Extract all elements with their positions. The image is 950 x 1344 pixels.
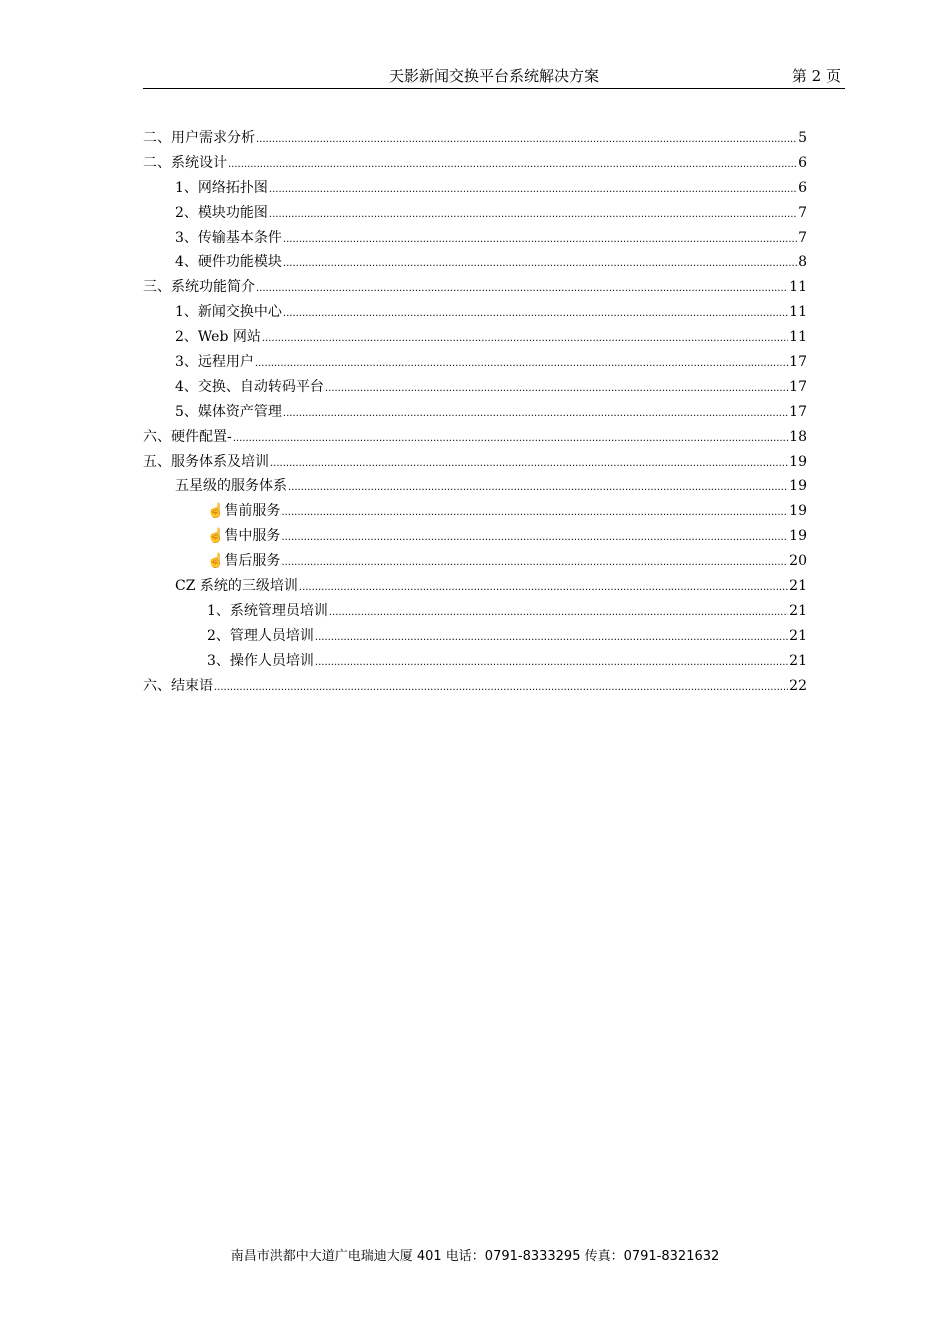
toc-entry-page: 5 (798, 130, 807, 146)
toc-dot-leader (329, 601, 788, 626)
toc-entry-page: 21 (789, 578, 807, 595)
toc-entry-label: ☝售中服务 (207, 528, 281, 545)
toc-dot-leader (299, 576, 788, 601)
toc-entry-label: 五星级的服务体系 (175, 478, 287, 495)
page-number: 第 2 页 (791, 67, 841, 85)
toc-entry[interactable] (143, 549, 807, 574)
toc-entry-label: 1、新闻交换中心 (175, 304, 282, 321)
toc-dot-leader (233, 427, 788, 452)
toc-entry-page: 17 (789, 403, 807, 420)
toc-entry-label: 4、交换、自动转码平台 (175, 378, 324, 395)
toc-entry-page: 21 (789, 652, 807, 669)
toc-dot-leader (255, 352, 788, 377)
toc-entry-page: 20 (789, 553, 807, 570)
toc-entry-label: 二、用户需求分析 (143, 130, 255, 146)
toc-entry-label: 4、硬件功能模块 (175, 254, 282, 271)
toc-entry-label: 六、结束语 (143, 677, 213, 694)
toc-entry-page: 22 (789, 677, 807, 694)
toc-entry-label: ☝售后服务 (207, 553, 281, 570)
toc-dot-leader (325, 377, 788, 402)
toc-entry-label: 3、传输基本条件 (175, 229, 282, 246)
toc-dot-leader (281, 526, 788, 551)
toc-entry-page: 19 (789, 478, 807, 495)
toc-entry[interactable] (143, 499, 807, 524)
toc-entry-label: 2、管理人员培训 (207, 627, 314, 644)
toc-entry[interactable] (143, 450, 807, 475)
toc-entry-page: 19 (789, 453, 807, 470)
toc-entry[interactable] (143, 574, 807, 599)
toc-entry-page: 18 (789, 428, 807, 445)
toc-entry-page: 19 (789, 528, 807, 545)
toc-dot-leader (269, 203, 797, 228)
toc-entry-page: 11 (789, 329, 807, 346)
toc-entry[interactable] (143, 400, 807, 425)
toc-entry[interactable] (143, 126, 807, 151)
toc-entry-page: 19 (789, 503, 807, 520)
toc-dot-leader (281, 501, 788, 526)
toc-entry[interactable] (143, 325, 807, 350)
toc-entry-label: 2、模块功能图 (175, 204, 268, 221)
toc-entry-label: 二、系统设计 (143, 154, 227, 171)
toc-entry-page: 21 (789, 627, 807, 644)
toc-dot-leader (262, 327, 788, 352)
toc-entry-label: 2、Web 网站 (175, 329, 261, 346)
toc-entry-label: 六、硬件配置- (143, 428, 232, 445)
toc-entry[interactable] (143, 674, 807, 699)
toc-entry-page: 11 (789, 304, 807, 321)
toc-entry[interactable] (143, 599, 807, 624)
table-of-contents (143, 126, 807, 698)
toc-dot-leader (315, 626, 788, 651)
toc-entry[interactable] (143, 250, 807, 275)
toc-dot-leader (214, 676, 788, 701)
toc-entry-page: 17 (789, 378, 807, 395)
toc-entry-page: 6 (798, 154, 807, 171)
toc-entry-page: 7 (798, 229, 807, 246)
toc-dot-leader (256, 128, 797, 153)
toc-entry-label: 5、媒体资产管理 (175, 403, 282, 420)
toc-entry-label: ☝售前服务 (207, 503, 281, 520)
toc-entry[interactable] (143, 201, 807, 226)
document-title: 天影新闻交换平台系统解决方案 (388, 67, 599, 85)
toc-entry[interactable] (143, 474, 807, 499)
toc-entry[interactable] (143, 375, 807, 400)
toc-dot-leader (288, 476, 788, 501)
toc-dot-leader (281, 551, 788, 576)
toc-entry-label: 3、远程用户 (175, 354, 254, 371)
toc-dot-leader (283, 402, 788, 427)
toc-dot-leader (256, 277, 788, 302)
toc-entry-label: 三、系统功能简介 (143, 279, 255, 296)
toc-entry[interactable] (143, 176, 807, 201)
page-footer: 南昌市洪都中大道广电瑞迪大厦 401 电话：0791-8333295 传真：0791-8321632 (230, 1249, 720, 1264)
toc-entry[interactable] (143, 275, 807, 300)
toc-entry-page: 6 (798, 179, 807, 196)
toc-entry[interactable] (143, 624, 807, 649)
page-header (143, 66, 845, 89)
toc-dot-leader (283, 228, 797, 253)
toc-dot-leader (283, 252, 797, 277)
toc-dot-leader (228, 153, 797, 178)
toc-entry-label: 3、操作人员培训 (207, 652, 314, 669)
toc-entry-label: CZ 系统的三级培训 (175, 578, 298, 595)
toc-entry[interactable] (143, 649, 807, 674)
toc-entry[interactable] (143, 226, 807, 251)
toc-entry[interactable] (143, 300, 807, 325)
toc-dot-leader (283, 302, 788, 327)
toc-entry[interactable] (143, 350, 807, 375)
toc-entry-label: 五、服务体系及培训 (143, 453, 269, 470)
toc-dot-leader (315, 651, 788, 676)
toc-entry-page: 11 (789, 279, 807, 296)
toc-entry-label: 1、系统管理员培训 (207, 602, 328, 619)
toc-entry[interactable] (143, 151, 807, 176)
toc-dot-leader (270, 452, 788, 477)
toc-dot-leader (269, 178, 797, 203)
toc-entry-page: 8 (798, 254, 807, 271)
toc-entry-page: 7 (798, 204, 807, 221)
toc-entry-page: 17 (789, 354, 807, 371)
toc-entry-page: 21 (789, 602, 807, 619)
toc-entry[interactable] (143, 524, 807, 549)
toc-entry-label: 1、网络拓扑图 (175, 179, 268, 196)
toc-entry[interactable] (143, 425, 807, 450)
